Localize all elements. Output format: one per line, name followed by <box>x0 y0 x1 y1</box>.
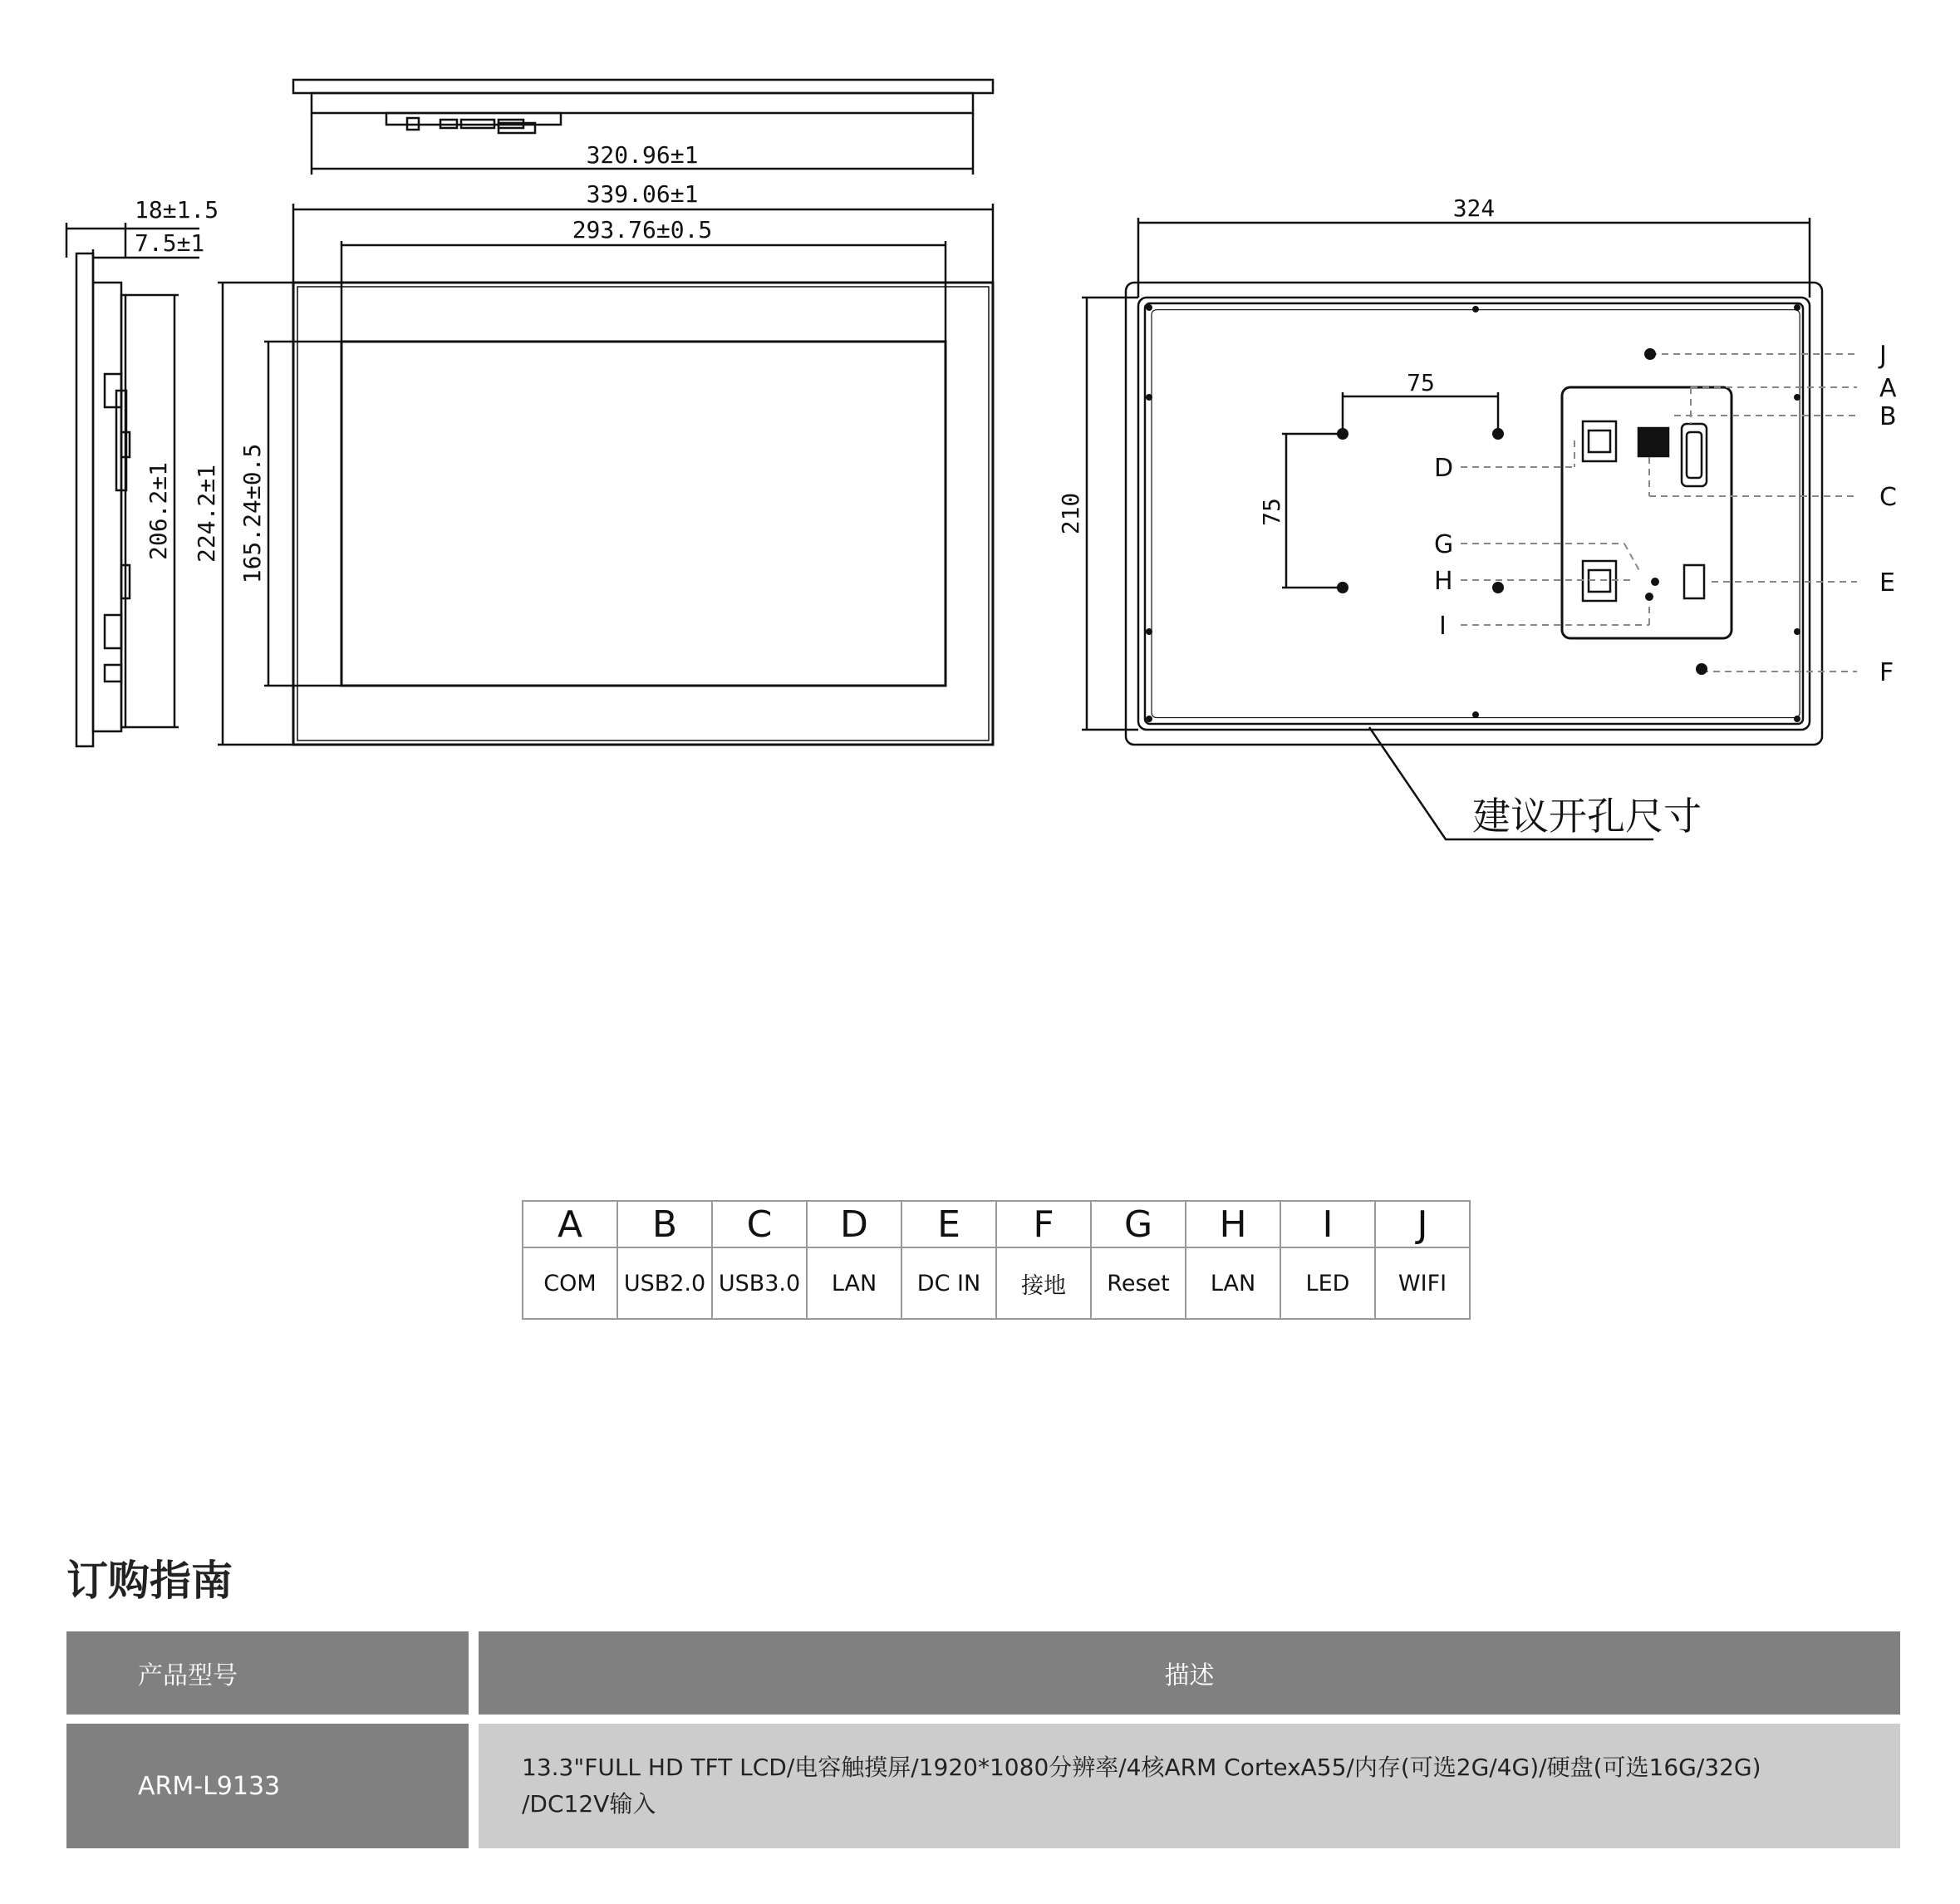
dim-screen-height: 165.24±0.5 <box>238 443 266 584</box>
header-model <box>66 1631 469 1715</box>
desc-cell <box>479 1724 1900 1848</box>
dim-outer-width: 339.06±1 <box>586 180 699 208</box>
callout-f: F <box>1879 658 1894 687</box>
port-name: USB3.0 <box>712 1247 807 1319</box>
port-letter: G <box>1091 1201 1186 1247</box>
side-view <box>66 223 199 746</box>
callout-leaders <box>1461 354 1857 672</box>
port-name: WIFI <box>1375 1247 1470 1319</box>
port-name: LED <box>1280 1247 1375 1319</box>
port-name-row <box>523 1247 1470 1319</box>
callout-g: G <box>1434 530 1454 559</box>
port-name: DC IN <box>901 1247 996 1319</box>
dim-rear-width: 324 <box>1452 194 1496 222</box>
port-letter: J <box>1375 1201 1470 1247</box>
technical-drawing <box>0 0 1960 931</box>
port-letter: A <box>523 1201 617 1247</box>
port-table <box>522 1200 1471 1320</box>
rear-view <box>1082 218 1822 839</box>
dim-screen-width: 293.76±0.5 <box>572 216 713 244</box>
header-desc <box>479 1631 1900 1715</box>
callout-d: D <box>1434 454 1454 483</box>
port-letter: D <box>807 1201 901 1247</box>
port-name: USB2.0 <box>617 1247 712 1319</box>
header-desc-label: 描述 <box>1164 1661 1215 1690</box>
dim-side-height: 206.2±1 <box>145 461 172 561</box>
port-name: LAN <box>1186 1247 1280 1319</box>
port-name: 接地 <box>996 1247 1091 1319</box>
callout-h: H <box>1434 567 1453 596</box>
model-value: ARM-L9133 <box>138 1771 281 1801</box>
desc-line-1: 13.3"FULL HD TFT LCD/电容触摸屏/1920*1080分辨率/4核ARM CortexA55/内存(可选2G/4G)/硬盘(可选16G/32G) <box>522 1754 1761 1781</box>
port-letter: E <box>901 1201 996 1247</box>
callout-j: J <box>1879 341 1887 370</box>
dim-rear-height: 210 <box>1057 492 1084 535</box>
port-letter: C <box>712 1201 807 1247</box>
port-letter: B <box>617 1201 712 1247</box>
callout-a: A <box>1879 374 1897 403</box>
callout-c: C <box>1879 483 1897 512</box>
dim-outer-height: 224.2±1 <box>193 464 220 563</box>
dim-depth-frame: 7.5±1 <box>135 229 205 257</box>
callout-b: B <box>1879 402 1897 431</box>
front-view <box>218 204 993 745</box>
dim-vesa-v: 75 <box>1258 498 1285 526</box>
port-name: COM <box>523 1247 617 1319</box>
desc-line-2: /DC12V输入 <box>522 1790 656 1818</box>
header-model-label: 产品型号 <box>138 1661 238 1690</box>
cutout-note: 建议开孔尺寸 <box>1472 794 1702 839</box>
model-cell <box>66 1724 469 1848</box>
port-letter: I <box>1280 1201 1375 1247</box>
ordering-title: 订购指南 <box>66 1557 233 1605</box>
port-letter: H <box>1186 1201 1280 1247</box>
callout-e: E <box>1879 568 1895 598</box>
callout-i: I <box>1439 612 1447 641</box>
port-name: Reset <box>1091 1247 1186 1319</box>
dim-vesa-h: 75 <box>1407 369 1435 396</box>
port-letter-row <box>523 1201 1470 1247</box>
port-letter: F <box>996 1201 1091 1247</box>
dim-depth-total: 18±1.5 <box>135 196 219 224</box>
port-name: LAN <box>807 1247 901 1319</box>
dim-top-width: 320.96±1 <box>586 141 699 169</box>
